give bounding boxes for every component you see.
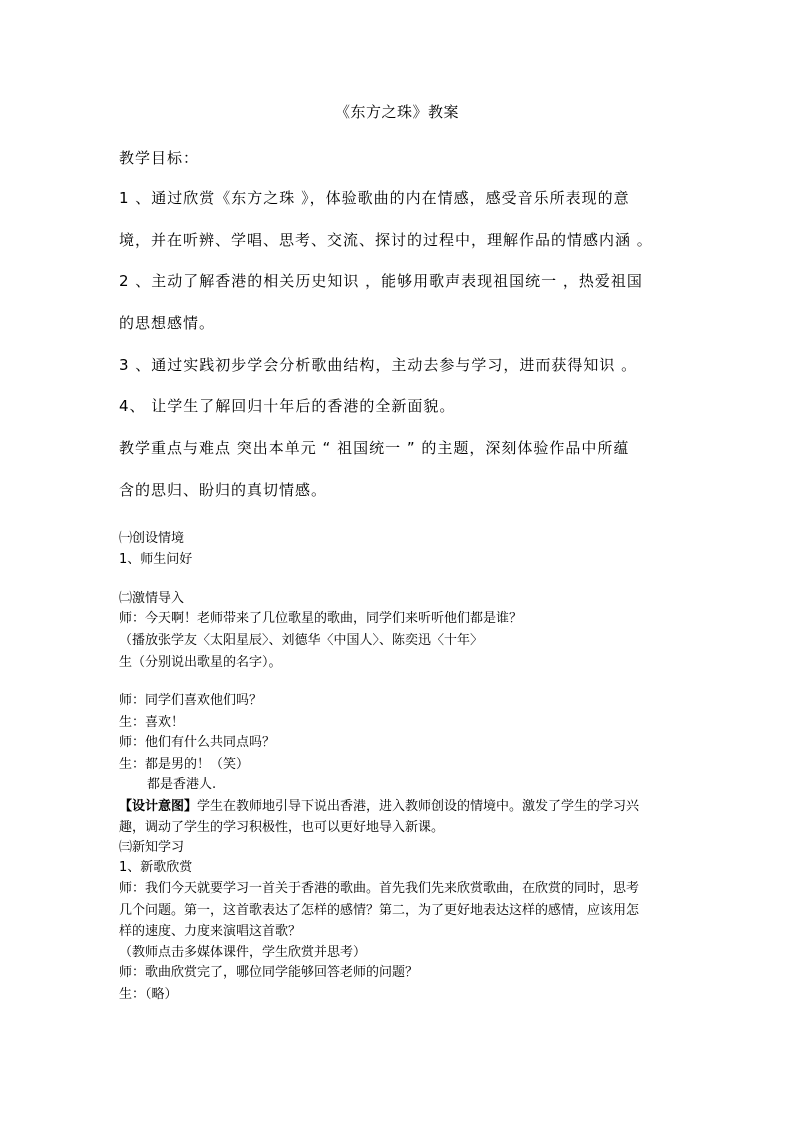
- dialogue-line: （播放张学友〈太阳星辰〉、刘德华〈中国人〉、陈奕迅〈十年〉: [119, 633, 484, 648]
- dialogue-line: 生：喜欢！: [119, 715, 185, 730]
- dialogue-line: 生（分别说出歌星的名字）。: [119, 655, 282, 670]
- goal-2-line-2: 的思想感情。: [119, 314, 216, 332]
- section-1-item-1: 1、师生问好: [119, 552, 193, 567]
- keypoints-line-1: 教学重点与难点 突出本单元 “ 祖国统一 ” 的主题，深刻体验作品中所蕴: [119, 439, 630, 457]
- dialogue-line: 样的速度、力度来演唱这首歌？: [119, 924, 302, 939]
- goal-1-line-1: 1 、通过欣赏《东方之珠 》，体验歌曲的内在情感，感受音乐所表现的意: [119, 189, 630, 207]
- keypoints-line-2: 含的思归、盼归的真切情感。: [119, 481, 328, 499]
- dialogue-line: 师：他们有什么共同点吗？: [119, 735, 276, 750]
- design-intent-text: 学生在教师地引导下说出香港，进入教师创设的情境中。激发了学生的学习兴: [197, 799, 640, 814]
- design-intent-line-1: [119, 798, 679, 816]
- dialogue-line: 几个问题。第一，这首歌表达了怎样的感情？第二，为了更好地表达这样的感情，应该用怎: [119, 903, 640, 918]
- dialogue-line: （教师点击多媒体课件，学生欣赏并思考）: [119, 945, 367, 960]
- section-3-heading: ㈢新知学习: [119, 840, 185, 855]
- goals-heading: 教学目标：: [119, 149, 200, 167]
- dialogue-line: 师：今天啊！老师带来了几位歌星的歌曲，同学们来听听他们都是谁？: [119, 611, 523, 626]
- section-1-heading: ㈠创设情境: [119, 531, 185, 546]
- goal-4: 4、 让学生了解回归十年后的香港的全新面貌。: [119, 397, 456, 415]
- section-2-heading: ㈡激情导入: [119, 591, 185, 606]
- design-intent-label: 【设计意图】: [119, 799, 198, 814]
- dialogue-line: 生：（略）: [119, 987, 178, 1002]
- dialogue-line: 师：我们今天就要学习一首关于香港的歌曲。首先我们先来欣赏歌曲，在欣赏的同时，思考: [119, 881, 640, 896]
- dialogue-line: 师：同学们喜欢他们吗？: [119, 693, 263, 708]
- goal-2-line-1: 2 、主动了解香港的相关历史知识 ，能够用歌声表现祖国统一 ，热爱祖国: [119, 272, 643, 290]
- dialogue-line: 师：歌曲欣赏完了，哪位同学能够回答老师的问题？: [119, 965, 419, 980]
- dialogue-line: 都是香港人.: [147, 777, 217, 792]
- design-intent-line-2: 趣，调动了学生的学习积极性，也可以更好地导入新课。: [119, 820, 445, 835]
- goal-1-line-2: 境，并在听辨、学唱、思考、交流、探讨的过程中，理解作品的情感内涵 。: [119, 231, 653, 249]
- dialogue-line: 生：都是男的！（笑）: [119, 757, 250, 772]
- goal-3: 3 、通过实践初步学会分析歌曲结构，主动去参与学习，进而获得知识 。: [119, 356, 638, 374]
- section-3-item-1: 1、新歌欣赏: [119, 860, 193, 875]
- page-title: 《东方之珠》教案: [334, 103, 459, 121]
